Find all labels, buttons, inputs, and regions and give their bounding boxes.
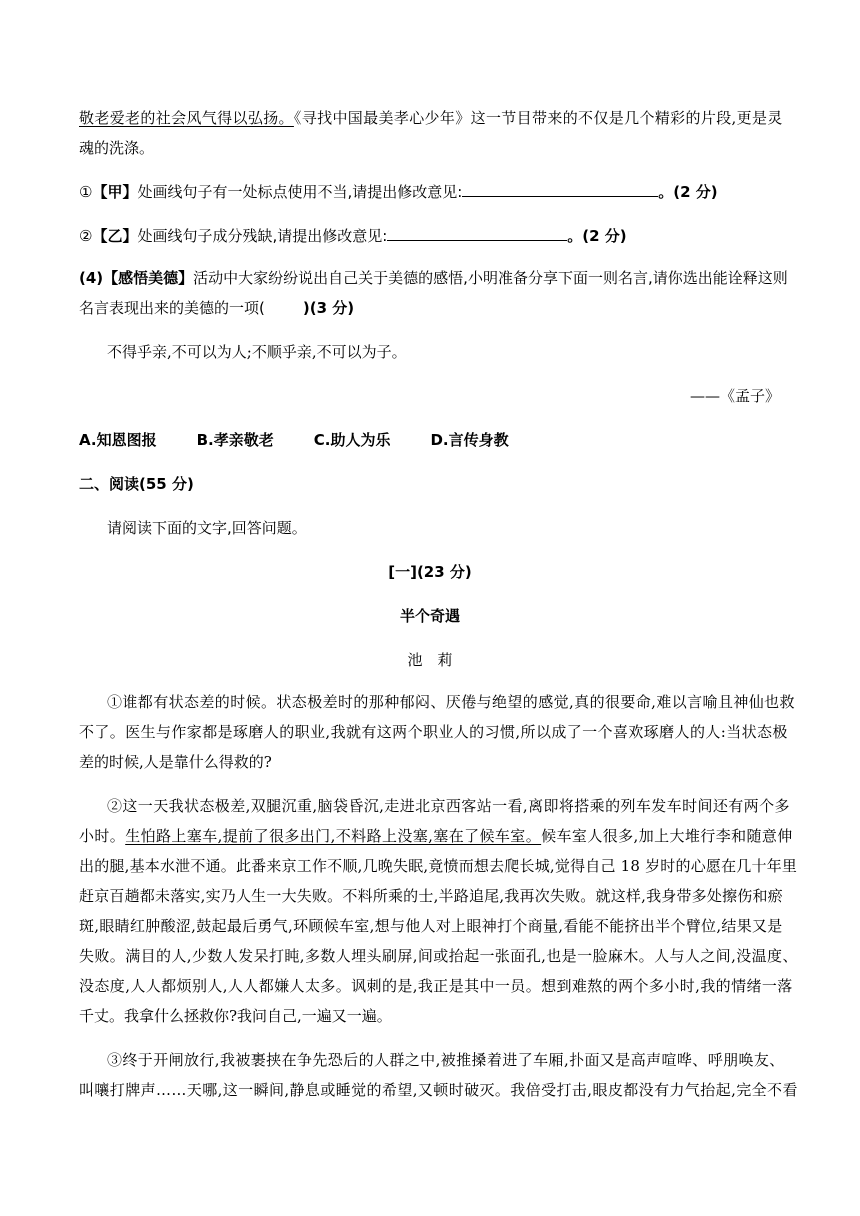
text-span: 小时。	[79, 827, 126, 845]
article-title: 半个奇遇	[399, 607, 460, 625]
quote: 不得乎亲,不可以为人;不顺乎亲,不可以为子。	[107, 343, 407, 361]
paragraph-line: 赶京百趟都未落实,实乃人生一大失败。不料所乘的士,半路追尾,我再次失败。就这样,我身带多处擦伤和瘀	[79, 887, 783, 905]
paragraph-line: 叫嚷打牌声……天哪,这一瞬间,静息或睡觉的希望,又顿时破灭。我倍受打击,眼皮都没有力气抬起,完全不看	[79, 1081, 798, 1099]
paragraph-line: 斑,眼睛红肿酸涩,鼓起最后勇气,环顾候车室,想与他人对上眼神打个商量,看能不能挤出半个臂位,结果又是	[79, 917, 783, 935]
paragraph-line: ③终于开闸放行,我被裹挟在争先恐后的人群之中,被推搡着进了车厢,扑面又是高声喧哗、呼朋唤友、	[107, 1051, 785, 1069]
underlined-sentence: 敬老爱老的社会风气得以弘扬。	[79, 109, 294, 127]
question-4-line1	[79, 268, 788, 288]
paragraph-line: 千丈。我拿什么拯救你?我问自己,一遍又一遍。	[79, 1007, 392, 1025]
paragraph-line: 不了。医生与作家都是琢磨人的职业,我就有这两个职业人的习惯,所以成了一个喜欢琢磨人的人:当状态极	[79, 723, 788, 741]
text-line	[79, 108, 783, 128]
question-text: 活动中大家纷纷说出自己关于美德的感悟,小明准备分享下面一则名言,请你选出能诠释这则	[193, 269, 788, 287]
circled-number: ①	[79, 183, 93, 201]
question-text: 处画线句子有一处标点使用不当,请提出修改意见:	[137, 183, 463, 201]
bracket-label: 【甲】	[92, 183, 138, 201]
points: 。(2 分)	[567, 227, 627, 245]
question-number: (4)	[79, 269, 104, 287]
answer-blank[interactable]	[387, 226, 567, 241]
circled-number: ②	[79, 227, 93, 245]
option-c[interactable]: C.助人为乐	[313, 431, 391, 449]
article-author: 池 莉	[407, 651, 453, 669]
text-line: 魂的洗涤。	[79, 139, 155, 157]
paragraph-line: 没态度,人人都烦别人,人人都嫌人太多。讽刺的是,我正是其中一员。想到难熬的两个多小时,我的情绪一落	[79, 977, 793, 995]
points: )(3 分)	[302, 299, 355, 317]
quote-source: ——《孟子》	[689, 387, 780, 405]
question-2	[79, 226, 780, 246]
option-d[interactable]: D.言传身教	[430, 431, 509, 449]
answer-blank[interactable]	[462, 182, 658, 197]
paragraph-line	[79, 826, 793, 846]
text-span: 候车室人很多,加上大堆行李和随意伸	[541, 827, 793, 845]
bracket-label: 【乙】	[92, 227, 138, 245]
paragraph-line: ②这一天我状态极差,双腿沉重,脑袋昏沉,走进北京西客站一看,离即将搭乘的列车发车时间还有两个多	[107, 797, 790, 815]
section-heading: 二、阅读(55 分)	[79, 475, 194, 493]
bracket-label: 【感悟美德】	[103, 269, 194, 287]
points: 。(2 分)	[658, 183, 718, 201]
paragraph-line: 出的腿,基本水泄不通。此番来京工作不顺,几晚失眠,竟愤而想去爬长城,觉得自己 18 岁时的心愿在几十年里	[79, 857, 798, 875]
option-b[interactable]: B.孝亲敬老	[196, 431, 274, 449]
text-span: 《寻找中国最美孝心少年》这一节目带来的不仅是几个精彩的片段,更是灵	[293, 109, 783, 127]
part-label: [一](23 分)	[388, 563, 472, 581]
question-text: 处画线句子成分残缺,请提出修改意见:	[137, 227, 388, 245]
instruction: 请阅读下面的文字,回答问题。	[107, 519, 307, 537]
question-1	[79, 182, 780, 202]
paragraph-line: ①谁都有状态差的时候。状态极差时的那种郁闷、厌倦与绝望的感觉,真的很要命,难以言喻且神仙也救	[107, 693, 795, 711]
question-text: 名言表现出来的美德的一项(	[79, 299, 265, 317]
paragraph-line: 失败。满目的人,少数人发呆打盹,多数人埋头刷屏,间或抬起一张面孔,也是一脸麻木。人与人之间,没温度、	[79, 947, 798, 965]
paragraph-line: 差的时候,人是靠什么得救的?	[79, 753, 272, 771]
options	[79, 430, 780, 450]
question-4-line2	[79, 298, 780, 318]
option-a[interactable]: A.知恩图报	[79, 431, 157, 449]
underlined-sentence: 生怕路上塞车,提前了很多出门,不料路上没塞,塞在了候车室。	[125, 827, 542, 845]
